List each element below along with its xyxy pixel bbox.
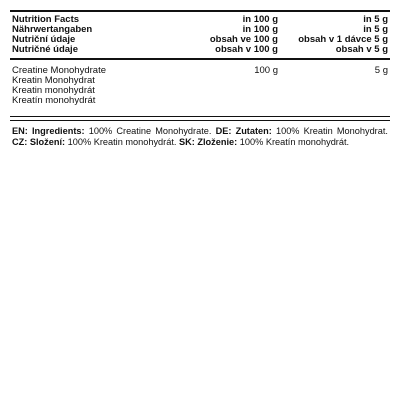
ingredients-lang-sk: SK: Zloženie: — [179, 137, 238, 147]
nutrient-name: Kreatin Monohydrat — [12, 75, 95, 86]
ingredients-text — [10, 121, 390, 148]
nutrient-per5 — [278, 96, 390, 106]
ingredients-label-en: Ingredients: — [31, 126, 85, 136]
nutrient-per5 — [278, 76, 390, 86]
header-per100: in 100 g — [242, 14, 278, 25]
ingredients-value-cz: 100% Kreatin monohydrát. — [67, 137, 177, 147]
nutrient-per100 — [192, 86, 278, 96]
header-per5: obsah v 1 dávce 5 g — [298, 34, 388, 45]
nutrition-label — [10, 10, 390, 148]
nutrient-name: Kreatín monohydrát — [12, 95, 96, 106]
ingredients-value-sk: 100% Kreatín monohydrát. — [239, 137, 350, 147]
nutrient-name: Kreatin monohydrát — [12, 85, 95, 96]
nutrient-per5: 5 g — [374, 65, 388, 76]
header-per100: obsah ve 100 g — [209, 34, 278, 45]
nutrient-block — [10, 60, 390, 116]
header-per5: in 5 g — [363, 14, 388, 25]
nutrient-per100: 100 g — [254, 65, 278, 76]
ingredients-label-de: Zutaten: — [235, 126, 272, 136]
header-name: Nährwertangaben — [12, 24, 93, 35]
header-name: Nutriční údaje — [12, 34, 76, 45]
header-per5: in 5 g — [363, 24, 388, 35]
header-name: Nutričné údaje — [12, 44, 78, 55]
ingredients-lang-de: DE: — [215, 126, 232, 136]
header-block — [10, 12, 390, 58]
nutrient-name: Creatine Monohydrate — [12, 65, 106, 76]
nutrient-row — [10, 96, 390, 106]
header-row — [10, 45, 390, 55]
ingredients-lang-en: EN: — [12, 126, 28, 136]
header-per5: obsah v 5 g — [335, 44, 388, 55]
header-name: Nutrition Facts — [12, 14, 80, 25]
header-per100: obsah v 100 g — [215, 44, 278, 55]
header-per100: in 100 g — [242, 24, 278, 35]
ingredients-lang-cz: CZ: Složení: — [12, 137, 66, 147]
ingredients-value-en: 100% Creatine Monohydrate. — [88, 126, 212, 136]
nutrient-per100 — [192, 96, 278, 106]
nutrient-per100 — [192, 76, 278, 86]
nutrient-per5 — [278, 86, 390, 96]
ingredients-value-de: 100% Kreatin Monohydrat. — [275, 126, 388, 136]
